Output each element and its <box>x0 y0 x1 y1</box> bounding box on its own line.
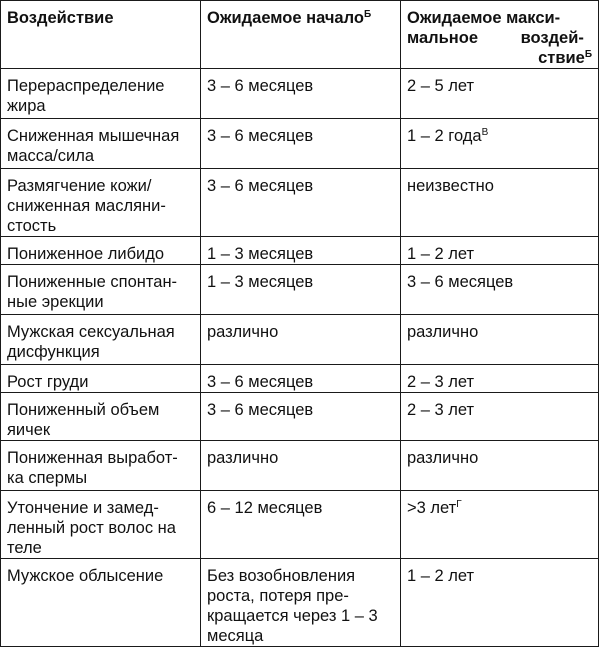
cell-effect <box>1 365 201 393</box>
cell-onset <box>201 491 401 559</box>
cell-max-effect <box>401 315 599 365</box>
cell-onset <box>201 365 401 393</box>
cell-max-value: >3 лет <box>407 499 457 517</box>
cell-max-effect <box>401 237 599 265</box>
cell-effect-line: Сниженная мышечная <box>7 127 180 145</box>
table-row <box>1 169 599 237</box>
cell-effect <box>1 441 201 491</box>
cell-max-effect <box>401 393 599 441</box>
cell-effect-line: Рост груди <box>7 373 89 391</box>
table-row <box>1 69 599 119</box>
cell-onset-line: 1 – 3 месяцев <box>207 245 314 263</box>
cell-max-value: 1 – 2 лет <box>407 567 475 585</box>
cell-onset-line: 3 – 6 месяцев <box>207 127 314 145</box>
cell-onset-line: Без возобновления <box>207 567 356 585</box>
cell-effect-line: сниженная масляни- <box>7 197 166 215</box>
cell-onset <box>201 441 401 491</box>
cell-effect <box>1 265 201 315</box>
header-onset: Ожидаемое начало$^Б$ <box>201 1 401 69</box>
cell-effect-line: теле <box>7 539 42 557</box>
cell-max-value: 1 – 2 лет <box>407 245 475 263</box>
cell-onset-line: 3 – 6 месяцев <box>207 177 314 195</box>
cell-onset <box>201 559 401 647</box>
footnote-mark: Б <box>363 9 372 20</box>
cell-max-value: 2 – 3 лет <box>407 401 475 419</box>
cell-effect-line: Мужская сексуальная <box>7 323 175 341</box>
cell-effect-line: Утончение и замед- <box>7 499 159 517</box>
cell-effect-line: ленный рост волос на <box>7 519 176 537</box>
cell-onset-line: 3 – 6 месяцев <box>207 373 314 391</box>
cell-max-value: 2 – 3 лет <box>407 373 475 391</box>
cell-effect <box>1 491 201 559</box>
table-row <box>1 393 599 441</box>
cell-max-value: неизвестно <box>407 177 494 195</box>
header-effect: Воздействие <box>1 1 201 69</box>
cell-effect <box>1 237 201 265</box>
cell-effect-line: ные эрекции <box>7 293 104 311</box>
cell-effect <box>1 559 201 647</box>
cell-onset-line: роста, потеря пре- <box>207 587 349 605</box>
cell-max-effect <box>401 119 599 169</box>
cell-max-effect <box>401 265 599 315</box>
table-row <box>1 315 599 365</box>
table-row <box>1 441 599 491</box>
cell-effect-line: Перераспределение <box>7 77 165 95</box>
table-row <box>1 491 599 559</box>
cell-effect-line: Пониженный объем <box>7 401 160 419</box>
cell-effect <box>1 393 201 441</box>
cell-max-value: 3 – 6 месяцев <box>407 273 514 291</box>
cell-max-effect <box>401 441 599 491</box>
cell-onset-line: 1 – 3 месяцев <box>207 273 314 291</box>
cell-onset <box>201 169 401 237</box>
cell-max-effect <box>401 365 599 393</box>
cell-max-effect <box>401 69 599 119</box>
table-row <box>1 365 599 393</box>
cell-max-effect <box>401 491 599 559</box>
cell-onset-line: кращается через 1 – 3 <box>207 607 378 625</box>
cell-max-effect <box>401 169 599 237</box>
cell-effect-line: стость <box>7 217 57 235</box>
table-body <box>1 69 599 647</box>
cell-max-effect <box>401 559 599 647</box>
cell-effect-line: Мужское облысение <box>7 567 164 585</box>
cell-max-value: различно <box>407 323 479 341</box>
header-row <box>1 1 599 69</box>
cell-effect-line: яичек <box>7 421 51 439</box>
cell-onset <box>201 119 401 169</box>
footnote-mark: В <box>481 127 489 138</box>
cell-onset-line: различно <box>207 449 279 467</box>
cell-effect <box>1 119 201 169</box>
cell-effect-line: Пониженные спонтан- <box>7 273 178 291</box>
table-row <box>1 265 599 315</box>
cell-effect-line: ка спермы <box>7 469 88 487</box>
cell-effect-line: жира <box>7 97 46 115</box>
footnote-mark: Б <box>584 49 592 60</box>
cell-effect-line: Пониженное либидо <box>7 245 165 263</box>
cell-onset-line: 3 – 6 месяцев <box>207 77 314 95</box>
cell-effect <box>1 315 201 365</box>
cell-effect-line: Пониженная выработ- <box>7 449 178 467</box>
table-row <box>1 119 599 169</box>
cell-max-value: 2 – 5 лет <box>407 77 475 95</box>
table-row <box>1 559 599 647</box>
cell-effect <box>1 169 201 237</box>
cell-onset <box>201 393 401 441</box>
cell-onset <box>201 265 401 315</box>
cell-onset-line: различно <box>207 323 279 341</box>
header-max-effect: Ожидаемое макси- мальное воздей- ствие$^Б$ <box>401 1 599 69</box>
table-row <box>1 237 599 265</box>
cell-onset-line: 3 – 6 месяцев <box>207 401 314 419</box>
cell-onset <box>201 315 401 365</box>
cell-max-value: 1 – 2 года <box>407 127 482 145</box>
cell-effect-line: Размягчение кожи/ <box>7 177 152 195</box>
footnote-mark: Г <box>456 499 462 510</box>
cell-onset-line: месяца <box>207 627 264 645</box>
cell-onset <box>201 69 401 119</box>
cell-max-value: различно <box>407 449 479 467</box>
cell-effect <box>1 69 201 119</box>
cell-onset <box>201 237 401 265</box>
cell-effect-line: дисфункция <box>7 343 100 361</box>
cell-effect-line: масса/сила <box>7 147 95 165</box>
cell-onset-line: 6 – 12 месяцев <box>207 499 323 517</box>
